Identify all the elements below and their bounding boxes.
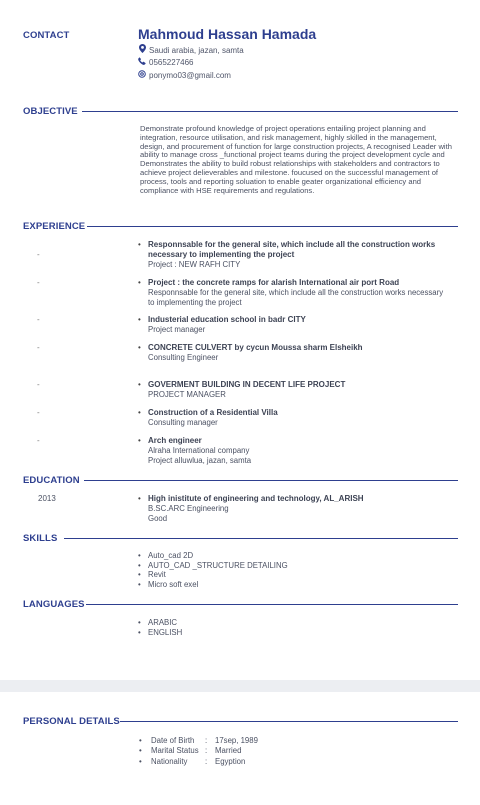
experience-dash: -	[37, 408, 40, 417]
personal-detail-row: • Nationality : Egyption	[139, 756, 246, 766]
experience-detail: Project manager	[148, 325, 206, 334]
contact-phone-text: 0565227466	[149, 58, 194, 67]
section-title-education: EDUCATION	[23, 475, 80, 486]
contact-location-text: Saudi arabia, jazan, samta	[149, 46, 244, 55]
experience-dash: -	[37, 343, 40, 352]
education-date: 2013	[38, 494, 56, 503]
education-title: High inistitute of engineering and technology, AL_ARISH	[148, 494, 364, 503]
bullet: •	[138, 240, 141, 249]
personal-detail-row: • Marital Status : Married	[139, 746, 242, 756]
personal-detail-key: Marital Status	[151, 746, 199, 756]
skill-item: • Auto_cad 2D	[138, 551, 194, 560]
experience-dash: -	[37, 278, 40, 287]
experience-dash: -	[37, 436, 40, 445]
contact-phone	[137, 57, 194, 67]
experience-divider	[87, 226, 458, 227]
personal-detail-row: • Date of Birth : 17sep, 1989	[139, 736, 258, 745]
section-title-experience: EXPERIENCE	[23, 221, 86, 232]
skill-item: • Micro soft exel	[138, 579, 199, 589]
experience-detail: Project : NEW RAFH CITY	[148, 260, 241, 269]
bullet: •	[138, 408, 141, 417]
personal-detail-key: Date of Birth	[151, 736, 195, 745]
experience-detail: Consulting manager	[148, 418, 218, 427]
experience-dash: -	[37, 380, 40, 389]
candidate-name: Mahmoud Hassan Hamada	[138, 26, 317, 42]
language-item: • ARABIC	[138, 618, 178, 627]
experience-detail: PROJECT MANAGER	[148, 390, 226, 399]
bullet: •	[138, 278, 141, 287]
experience-title: Project : the concrete ramps for alarish International air port Road	[148, 278, 400, 287]
experience-detail: Responnsable for the general site, which include all the construction works necessary to implementing the project	[148, 288, 444, 307]
experience-detail: Alraha International company	[148, 446, 250, 455]
skills-list	[138, 551, 288, 589]
section-title-contact: CONTACT	[23, 30, 70, 41]
experience-title: GOVERMENT BUILDING IN DECENT LIFE PROJECT	[148, 380, 346, 389]
objective-text: Demonstrate profound knowledge of project operations entailing project planning and integration, resource utilisation, and risk management, highly skilled in the management, design, and procurement of function for large construction projects, A recognised Leader with ability to manage cross _functional project teams during the project development cycle and Demonstrates the ability to build robust relationships with stakeholders and contractors to achieve project delieverables and milestone. foucused on the successful management of process, tools and reporting soluation to enable geater organizational efficiency and compliance with HSE requirements and regulations.	[140, 124, 452, 195]
skills-divider	[64, 538, 458, 539]
education-degree: B.SC.ARC Engineering	[148, 504, 229, 513]
personal-detail-key: Nationality	[151, 756, 188, 766]
bullet: •	[138, 380, 141, 389]
section-title-skills: SKILLS	[23, 533, 58, 544]
personal-detail-value: Egyption	[215, 756, 246, 766]
experience-title: Responnsable for the general site, which include all the construction works necessary to implementing the project	[148, 240, 436, 259]
objective-divider	[82, 111, 458, 112]
contact-email-text[interactable]: ponymo03@gmail.com	[149, 71, 231, 80]
at-sign-icon	[137, 70, 147, 80]
contact-location	[137, 44, 244, 55]
experience-detail: Project alluwlua, jazan, samta	[148, 456, 252, 465]
experience-title: CONCRETE CULVERT by cycun Moussa sharm Elsheikh	[148, 343, 363, 352]
personal-details-list	[139, 736, 258, 767]
experience-title: Industerial education school in badr CITY	[148, 315, 306, 324]
section-title-languages: LANGUAGES	[23, 599, 85, 610]
experience-dash: -	[37, 250, 40, 259]
experience-title: Construction of a Residential Villa	[148, 408, 278, 417]
skill-item: • Revit	[138, 570, 166, 580]
bullet: •	[138, 494, 141, 503]
bullet: •	[138, 436, 141, 445]
bullet: •	[138, 315, 141, 324]
section-title-personal-details: PERSONAL DETAILS	[23, 716, 120, 727]
personal-detail-value: 17sep, 1989	[215, 736, 258, 745]
experience-title: Arch engineer	[148, 436, 202, 445]
education-divider	[84, 480, 458, 481]
language-item: • ENGLISH	[138, 627, 183, 637]
phone-icon	[137, 57, 147, 67]
bullet: •	[138, 343, 141, 352]
languages-divider	[86, 604, 458, 605]
skill-item: • AUTO_CAD _STRUCTURE DETAILING	[138, 560, 288, 570]
experience-dash: -	[37, 315, 40, 324]
personal-detail-value: Married	[215, 746, 242, 756]
languages-list	[138, 618, 182, 637]
page-break	[0, 680, 480, 692]
experience-detail: Consulting Engineer	[148, 353, 219, 362]
education-grade: Good	[148, 514, 168, 523]
personal-details-divider	[120, 721, 458, 722]
contact-email[interactable]	[137, 70, 231, 80]
section-title-objective: OBJECTIVE	[23, 106, 78, 117]
location-pin-icon	[137, 44, 147, 55]
